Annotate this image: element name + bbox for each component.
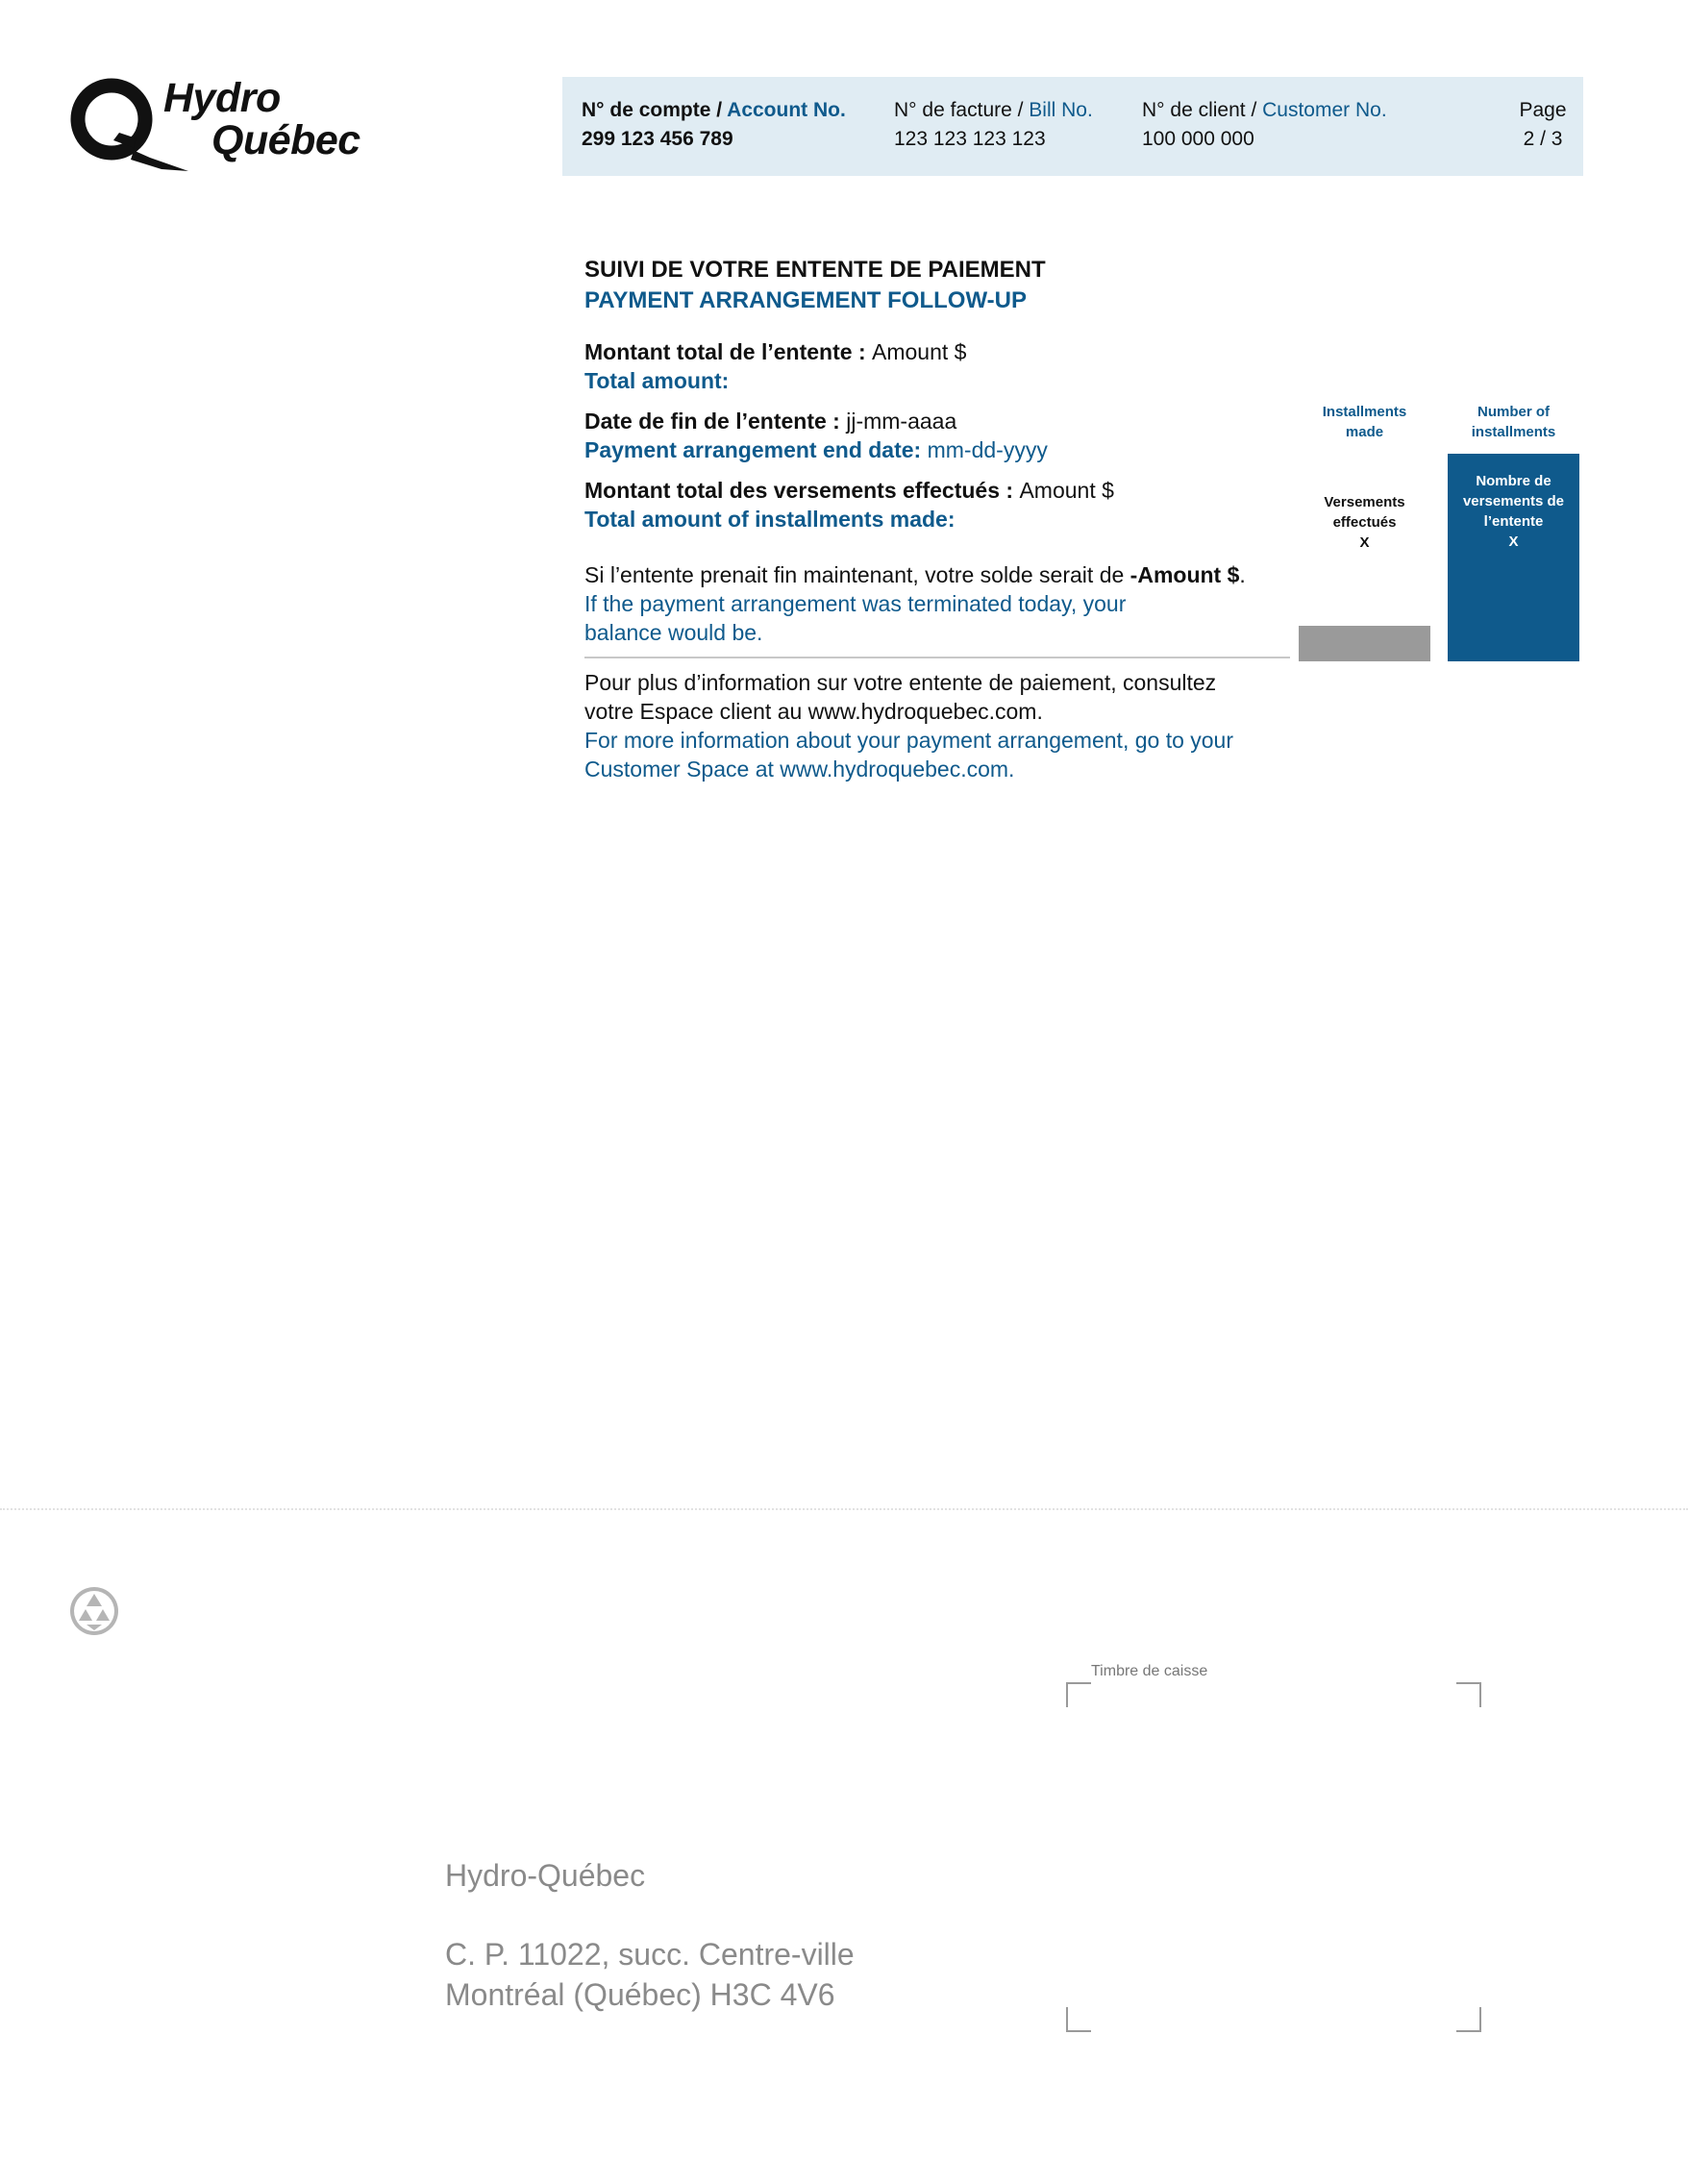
end-label-fr: Date de fin de l’entente : xyxy=(584,409,847,434)
total-label-3: l’entente xyxy=(1483,513,1544,530)
section-title-fr: SUIVI DE VOTRE ENTENTE DE PAIEMENT xyxy=(584,257,1046,283)
stamp-corner-tl xyxy=(1066,1682,1091,1707)
made-label-en: Total amount of installments made: xyxy=(584,507,956,532)
total-label-en: Total amount: xyxy=(584,368,730,393)
total-label-fr: Montant total de l’entente : xyxy=(584,339,872,364)
total-label-4: X xyxy=(1508,534,1519,550)
terminate-text-en-1: If the payment arrangement was terminated today, your xyxy=(584,591,1127,616)
address-line-3: Montréal (Québec) H3C 4V6 xyxy=(445,1977,835,2012)
page-label: Page xyxy=(1519,99,1567,121)
bar-made-label xyxy=(1299,492,1430,553)
hydro-quebec-logo xyxy=(69,77,377,173)
account-number: 299 123 456 789 xyxy=(582,128,733,150)
info-en-1: For more information about your payment arrangement, go to your xyxy=(584,728,1234,753)
customer-number-block xyxy=(1142,96,1387,154)
col-head-total-1: Number of xyxy=(1477,404,1550,420)
account-header-band xyxy=(562,77,1583,176)
col-head-made-1: Installments xyxy=(1322,404,1407,420)
bar-installments-made xyxy=(1299,626,1430,661)
col-head-made-2: made xyxy=(1345,424,1384,440)
bill-label-fr: N° de facture / xyxy=(894,99,1030,121)
info-fr-1: Pour plus d’information sur votre entente de paiement, consultez xyxy=(584,670,1217,695)
made-label-2: effectués xyxy=(1332,514,1397,531)
terminate-text-fr: Si l’entente prenait fin maintenant, votre solde serait de xyxy=(584,562,1130,587)
bill-label-en: Bill No. xyxy=(1029,99,1093,121)
payment-arrangement-section xyxy=(584,255,1296,783)
terminate-end: . xyxy=(1239,562,1246,587)
page-number: 2 / 3 xyxy=(1523,128,1563,150)
recycle-icon xyxy=(67,1584,121,1638)
tear-off-perforation xyxy=(0,1508,1688,1510)
made-label-fr: Montant total des versements effectués : xyxy=(584,478,1020,503)
terminate-text-en-2: balance would be. xyxy=(584,620,763,645)
stamp-corner-br xyxy=(1456,2007,1481,2032)
total-label-2: versements de xyxy=(1462,493,1565,509)
made-value-fr: Amount $ xyxy=(1019,478,1114,503)
address-line-2: C. P. 11022, succ. Centre-ville xyxy=(445,1937,855,1972)
client-label-en: Customer No. xyxy=(1262,99,1387,121)
total-value-fr: Amount $ xyxy=(872,339,967,364)
info-en-2: Customer Space at www.hydroquebec.com. xyxy=(584,757,1015,782)
account-label-en: Account No. xyxy=(727,99,846,121)
bill-number: 123 123 123 123 xyxy=(894,128,1046,150)
installments-made-block xyxy=(584,476,1296,534)
cashier-stamp-label: Timbre de caisse xyxy=(1091,1663,1208,1679)
end-label-en: Payment arrangement end date: xyxy=(584,437,928,462)
account-label-fr: N° de compte / xyxy=(582,99,728,121)
more-info-block xyxy=(584,668,1296,783)
logo-word-quebec: Québec xyxy=(211,117,360,163)
end-value-en: mm-dd-yyyy xyxy=(927,437,1048,462)
logo-word-hydro: Hydro xyxy=(163,75,281,121)
made-label-3: X xyxy=(1359,534,1370,551)
termination-block xyxy=(584,560,1296,647)
stamp-corner-bl xyxy=(1066,2007,1091,2032)
customer-number: 100 000 000 xyxy=(1142,128,1254,150)
divider xyxy=(584,657,1290,658)
total-label-1: Nombre de xyxy=(1476,473,1551,489)
section-title-en: PAYMENT ARRANGEMENT FOLLOW-UP xyxy=(584,287,1027,313)
account-number-block xyxy=(582,96,846,154)
return-address xyxy=(445,1855,855,2015)
address-line-1: Hydro-Québec xyxy=(445,1858,646,1893)
info-fr-2: votre Espace client au www.hydroquebec.com. xyxy=(584,699,1043,724)
bill-number-block xyxy=(894,96,1093,154)
total-amount-block xyxy=(584,337,1296,395)
chart-col-head-total xyxy=(1448,402,1579,442)
page-number-block xyxy=(1504,96,1581,154)
bar-total-label xyxy=(1448,471,1579,552)
col-head-total-2: installments xyxy=(1471,424,1556,440)
terminate-amount: -Amount $ xyxy=(1129,562,1240,587)
stamp-corner-tr xyxy=(1456,1682,1481,1707)
end-value-fr: jj-mm-aaaa xyxy=(846,409,957,434)
made-label-1: Versements xyxy=(1324,494,1405,510)
end-date-block xyxy=(584,407,1296,464)
chart-col-head-made xyxy=(1299,402,1430,442)
client-label-fr: N° de client / xyxy=(1142,99,1263,121)
